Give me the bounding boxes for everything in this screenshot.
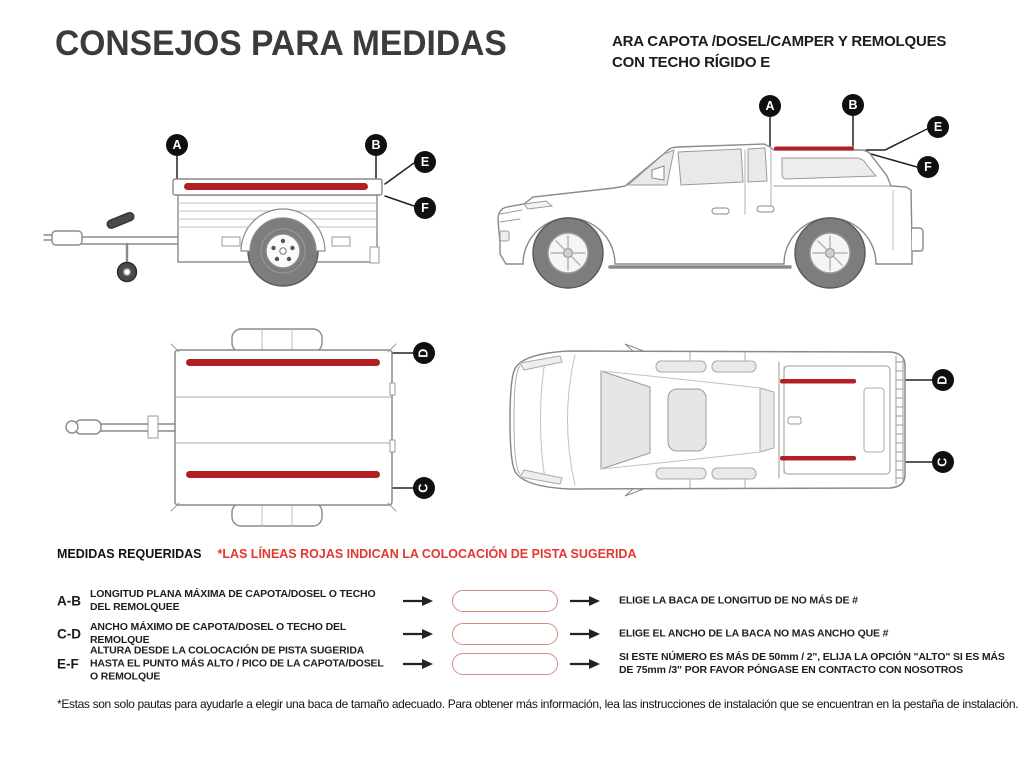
trailer-top-connectors (392, 353, 413, 488)
page-subtitle-line1: ARA CAPOTA /DOSEL/CAMPER Y REMOLQUES (612, 33, 947, 50)
badge-e-trailer-side: E (414, 151, 436, 173)
suggested-track-line (780, 456, 856, 461)
badge-c-trailer-top: C (413, 477, 435, 499)
measure-instruction: ELIGE LA BACA DE LONGITUD DE NO MÁS DE # (619, 594, 858, 607)
page-title: CONSEJOS PARA MEDIDAS (55, 24, 507, 63)
measure-key: C-D (57, 626, 81, 642)
measure-description: LONGITUD PLANA MÁXIMA DE CAPOTA/DOSEL O TECHO DEL REMOLQUEE (90, 588, 376, 613)
badge-f-trailer-side: F (414, 197, 436, 219)
measure-description: ANCHO MÁXIMO DE CAPOTA/DOSEL O TECHO DEL REMOLQUE (90, 621, 346, 646)
badge-e-truck-side: E (927, 116, 949, 138)
handbrake-lever (106, 211, 135, 229)
badge-a-trailer-side: A (166, 134, 188, 156)
suggested-track-line (186, 471, 380, 478)
page-subtitle-line2: CON TECHO RÍGIDO E (612, 54, 771, 71)
truck-side-view (498, 116, 927, 288)
suggested-track-line (774, 147, 854, 151)
measure-instruction: SI ESTE NÚMERO ES MÁS DE 50mm / 2", ELIJA LA OPCIÓN "ALTO" SI ES MÁS DE 75mm /3" POR FAVOR PÓNGASE EN CONTACTO CON NOSOTROS (619, 651, 1005, 676)
measure-description: ALTURA DESDE LA COLOCACIÓN DE PISTA SUGERIDA HASTA EL PUNTO MÁS ALTO / PICO DE LA CAPOTA/DOSEL O REMOLQUE (90, 644, 384, 683)
suggested-track-line (186, 359, 380, 366)
truck-top-view (510, 344, 932, 496)
trailer-top-view (66, 329, 413, 526)
suggested-track-line (780, 379, 856, 384)
trailer-side-view (44, 156, 414, 286)
badge-f-truck-side: F (917, 156, 939, 178)
badge-a-truck-side: A (759, 95, 781, 117)
badge-b-truck-side: B (842, 94, 864, 116)
badge-b-trailer-side: B (365, 134, 387, 156)
footer-note: *Estas son solo pautas para ayudarle a elegir una baca de tamaño adecuado. Para obtener más información, lea las instrucciones de instalación que se encuentran en la pestaña de instalación. (57, 697, 1019, 711)
badge-c-truck-top: C (932, 451, 954, 473)
measure-instruction: ELIGE EL ANCHO DE LA BACA NO MAS ANCHO QUE # (619, 627, 889, 640)
badge-d-trailer-top: D (413, 342, 435, 364)
badge-d-truck-top: D (932, 369, 954, 391)
red-lines-note: *LAS LÍNEAS ROJAS INDICAN LA COLOCACIÓN DE PISTA SUGERIDA (217, 547, 637, 561)
suggested-track-line (184, 183, 368, 190)
measurements-heading: MEDIDAS REQUERIDAS (57, 547, 202, 561)
measure-key: E-F (57, 656, 79, 672)
measure-key: A-B (57, 593, 81, 609)
